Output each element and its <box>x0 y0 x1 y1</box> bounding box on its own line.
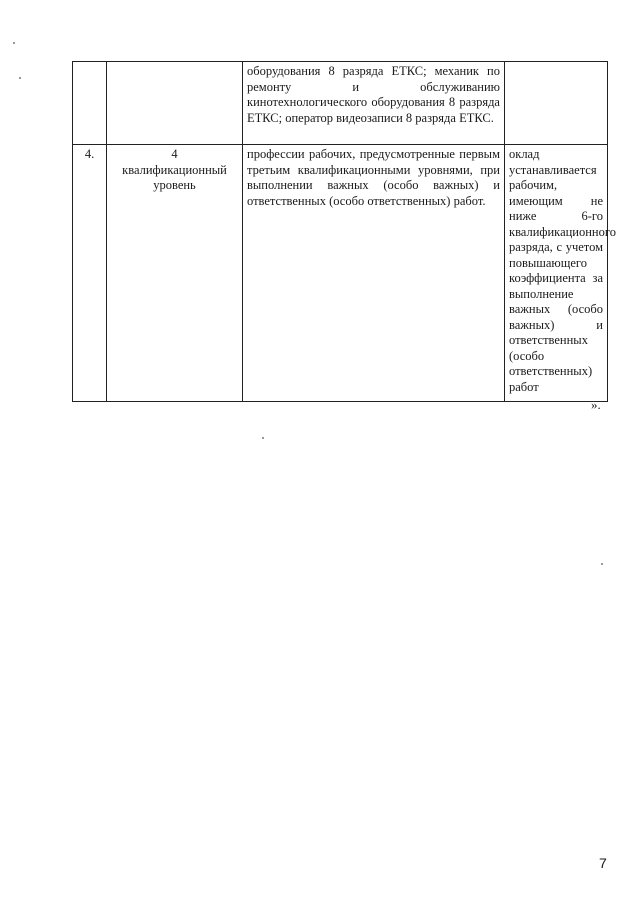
row-number-cell <box>73 62 107 145</box>
level-number: 4 <box>171 147 178 161</box>
salary-condition-cell: оклад устанавливается рабочим, имеющим не ниже 6-го квалификационного разряда, с учетом повышающего коэффициента за выполнение важных (особо важных) и ответственных (особо ответственных) работ <box>505 145 608 402</box>
scan-speck <box>262 437 264 439</box>
level-label: квалификационный <box>122 162 227 177</box>
qualification-level-cell <box>107 62 243 145</box>
scan-speck <box>13 42 15 44</box>
scan-speck <box>19 77 21 79</box>
page-number: 7 <box>599 855 607 871</box>
profession-description-cell: оборудования 8 разряда ЕТКС; механик по ремонту и обслуживанию кинотехнологического оборудования 8 разряда ЕТКС; оператор видеозаписи 8 разряда ЕТКС. <box>243 62 505 145</box>
table-row <box>73 145 608 402</box>
profession-description-cell: профессии рабочих, предусмотренные первым третьим квалификационными уровнями, при выполнении важных (особо важных) и ответственных (особо ответственных) работ. <box>243 145 505 402</box>
qualification-level-cell <box>107 145 243 402</box>
level-word: уровень <box>153 178 196 192</box>
closing-quote: ». <box>591 397 601 412</box>
table-row <box>73 62 608 145</box>
qualification-table <box>72 61 616 402</box>
scan-speck <box>601 563 603 565</box>
row-number-cell: 4. <box>73 145 107 402</box>
salary-condition-cell <box>505 62 608 145</box>
